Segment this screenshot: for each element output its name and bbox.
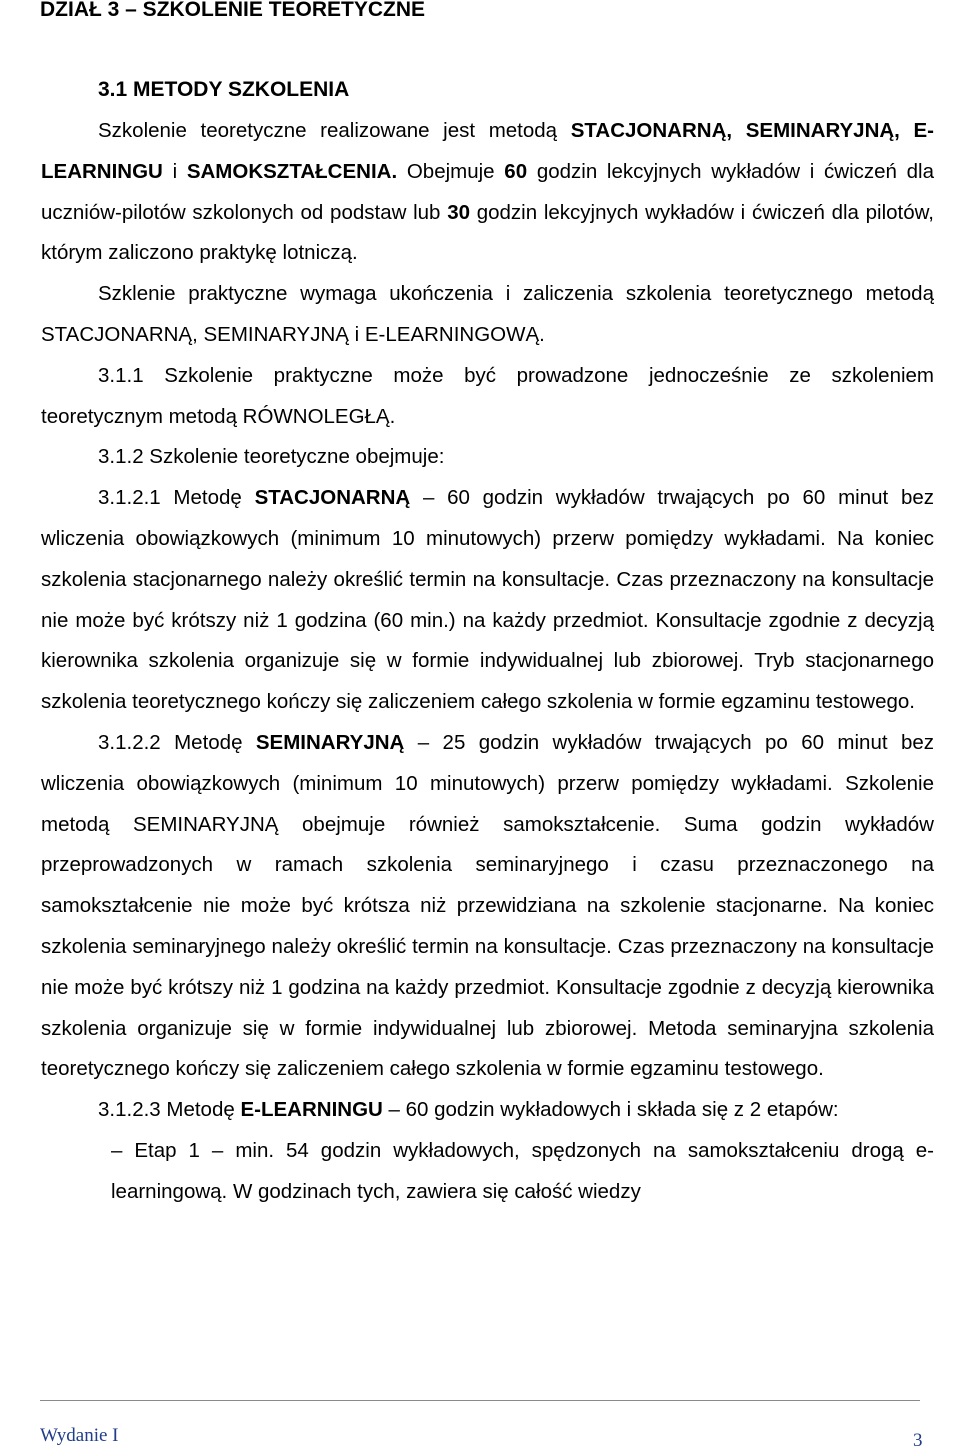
paragraph-3-1-1: 3.1.1 Szkolenie praktyczne może być prowadzone jednocześnie ze szkoleniem teoretycznym metodą RÓWNOLEGŁĄ. [41,363,934,428]
dash-list-item: – Etap 1 – min. 54 godzin wykładowych, spędzonych na samokształceniu drogą e-learningową. W godzinach tych, zawiera się całość wiedzy [111,1138,934,1203]
intro-text-5: godzin lekcyjnych wykładów i ćwiczeń dla pilotów, którym zaliczono praktykę lotniczą. [41,200,935,265]
p3121-bold: STACJONARNĄ [254,486,411,510]
paragraph-3-1-2-1 [41,478,934,723]
footer-edition: Wydanie I [40,1425,119,1446]
intro-paragraph [41,111,934,274]
p3122-text-1: 3.1.2.2 Metodę [98,730,256,754]
p3122-text-2: – 25 godzin wykładów trwających po 60 minut bez wliczenia obowiązkowych (minimum 10 minutowych) przerw pomiędzy wykładami. Szkolenie metodą SEMINARYJNĄ obejmuje również samokształcenie. Suma godzin wykładów przeprowadzonych w ramach szkolenia seminaryjnego i czasu przeznaczonego na samokształcenie nie może być krótsza niż przewidziana na szkolenie stacjonarne. Na koniec szkolenia seminaryjnego należy określić termin na konsultacje. Czas przeznaczony na konsultacje nie może być krótszy niż 1 godzina na każdy przedmiot. Konsultacje zgodnie z decyzją kierownika szkolenia organizuje się w formie indywidualnej lub zbiorowej. Metoda seminaryjna szkolenia teoretycznego kończy się zaliczeniem całego szkolenia w formie egzaminu testowego. [41,730,935,1081]
page-number: 3 [913,1430,923,1451]
paragraph-3-1-2-2 [41,723,934,1090]
intro-bold-3: 60 [504,159,528,183]
p3123-text-1: 3.1.2.3 Metodę [98,1098,241,1122]
paragraph-3-1-2-3 [41,1090,934,1131]
intro-text-4: godzin lekcyjnych wykładów i ćwiczeń dla uczniów-pilotów szkolonych od podstaw lub [41,159,934,224]
p3123-text-2: – 60 godzin wykładowych i składa się z 2 etapów: [382,1098,839,1122]
intro-text-2: i [162,159,187,183]
p3121-text-2: – 60 godzin wykładów trwających po 60 minut bez wliczenia obowiązkowych (minimum 10 minutowych) przerw pomiędzy wykładami. Na koniec szkolenia stacjonarnego należy określić termin na konsultacje. Czas przeznaczony na konsultacje nie może być krótszy niż 1 godzina (60 min.) na każdy przedmiot. Konsultacje zgodnie z decyzją kierownika szkolenia organizuje się w formie indywidualnej lub zbiorowej. Tryb stacjonarnego szkolenia teoretycznego kończy się zaliczeniem całego szkolenia w formie egzaminu testowego. [41,486,934,714]
body-text [41,111,934,1213]
intro-text-3: Obejmuje [397,159,505,183]
intro-bold-2: SAMOKSZTAŁCENIA. [186,159,398,183]
paragraph-3-1-2: 3.1.2 Szkolenie teoretyczne obejmuje: [98,445,445,469]
intro-bold-4: 30 [447,200,470,224]
p3121-text-1: 3.1.2.1 Metodę [98,486,255,510]
subsection-title: 3.1 METODY SZKOLENIA [98,78,350,101]
section-title: DZIAŁ 3 – SZKOLENIE TEORETYCZNE [40,0,426,21]
p3122-bold: SEMINARYJNĄ [255,730,405,754]
practical-paragraph: Szklenie praktyczne wymaga ukończenia i zaliczenia szkolenia teoretycznego metodą STACJONARNĄ, SEMINARYJNĄ i E-LEARNINGOWĄ. [41,282,934,346]
intro-text-1: Szkolenie teoretyczne realizowane jest metodą [98,119,571,142]
footer-divider [40,1400,920,1401]
intro-bold-1: STACJONARNĄ, SEMINARYJNĄ, E-LEARNINGU [41,119,935,183]
p3123-bold: E-LEARNINGU [240,1098,383,1122]
